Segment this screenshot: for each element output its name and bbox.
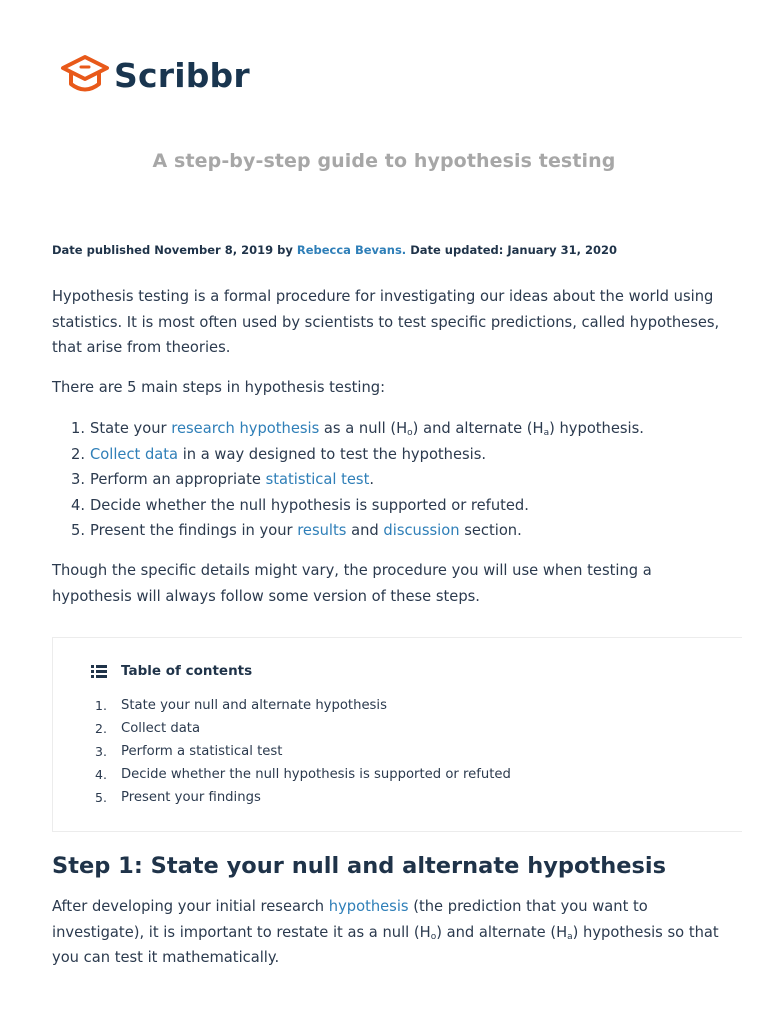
publication-meta — [52, 243, 617, 257]
research-hypothesis-link[interactable]: research hypothesis — [171, 420, 320, 437]
list-item: 1. State your research hypothesis as a null $(H_o)$ and alternate $(H_a)$ hypothesis. — [52, 416, 722, 442]
step-1-heading: Step 1: State your null and alternate hypothesis — [52, 853, 666, 879]
list-number: 1. — [70, 420, 85, 437]
toc-header — [91, 663, 252, 679]
step-1-paragraph: After developing your initial research hypothesis (the prediction that you want to investigate), it is important to restate it as a null $(H_o)$ and alternate $(H_a)$ hypothesis so that you can test it mathematically. — [52, 898, 719, 967]
updated-date: Date updated: January 31, 2020 — [410, 243, 618, 257]
statistical-test-link[interactable]: statistical test — [265, 471, 370, 489]
brand-name: Scribbr — [114, 55, 250, 95]
scribbr-logo[interactable] — [60, 54, 250, 96]
steps-list — [52, 416, 722, 544]
toc-item[interactable]: 2. Collect data — [95, 721, 201, 736]
list-item: 2. Collect data in a way designed to test the hypothesis. — [52, 442, 722, 468]
steps-intro: There are 5 main steps in hypothesis testing: — [52, 379, 386, 396]
results-link[interactable]: results — [297, 522, 347, 540]
list-item: 3. Perform an appropriate statistical test. — [52, 467, 722, 493]
list-item: 4. Decide whether the null hypothesis is supported or refuted. — [52, 493, 722, 519]
list-number: 3. — [70, 471, 85, 489]
toc-item[interactable]: 5. Present your findings — [95, 790, 261, 805]
closing-paragraph: Though the specific details might vary, the procedure you will use when testing a hypothesis will always follow some version of these steps. — [52, 562, 652, 605]
collect-data-link[interactable]: Collect data — [90, 445, 179, 463]
list-number: 5. — [70, 522, 85, 540]
list-item: 5. Present the findings in your results and discussion section. — [52, 518, 722, 544]
toc-item[interactable]: 1. State your null and alternate hypothesis — [95, 698, 387, 713]
hypothesis-link[interactable]: hypothesis — [328, 898, 409, 915]
toc-item[interactable]: 3. Perform a statistical test — [95, 744, 283, 759]
published-date: Date published November 8, 2019 by — [52, 243, 293, 257]
list-icon — [91, 665, 107, 678]
graduation-cap-icon — [60, 54, 110, 96]
page-title: A step-by-step guide to hypothesis testing — [152, 150, 616, 172]
list-number: 4. — [70, 496, 85, 514]
list-number: 2. — [70, 445, 85, 463]
toc-title: Table of contents — [121, 663, 253, 679]
discussion-link[interactable]: discussion — [383, 522, 460, 540]
intro-paragraph: Hypothesis testing is a formal procedure for investigating our ideas about the world using statistics. It is most often used by scientists to test specific predictions, called hypotheses, that arise from theories. — [52, 288, 720, 357]
toc-item[interactable]: 4. Decide whether the null hypothesis is supported or refuted — [95, 767, 511, 782]
toc-list — [95, 694, 511, 809]
author-link[interactable]: Rebecca Bevans. — [296, 243, 407, 257]
table-of-contents — [52, 637, 742, 832]
